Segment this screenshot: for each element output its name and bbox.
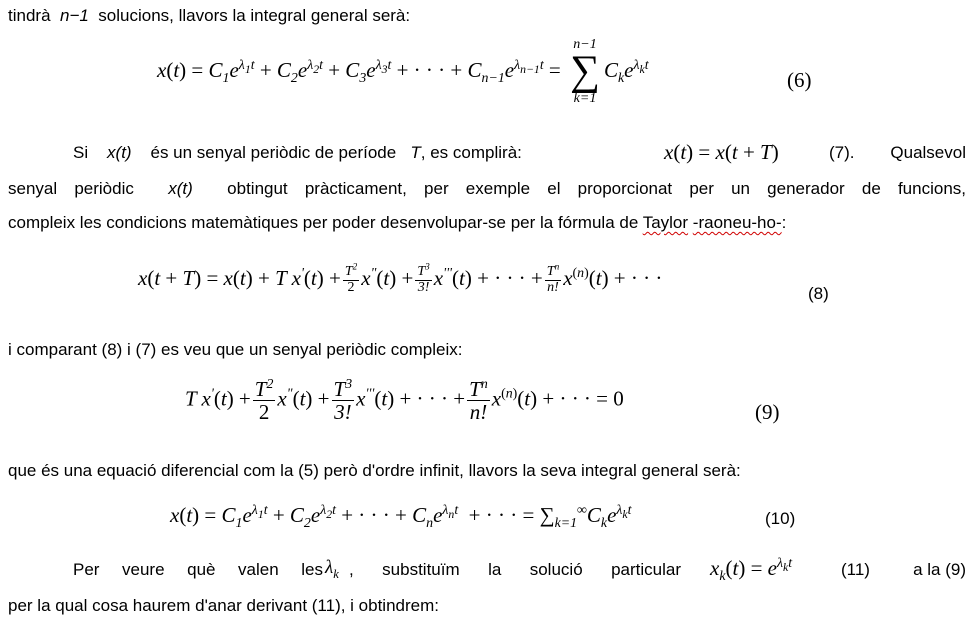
frac-t3-3: $\frac{T^3}{3!}$ (417, 261, 430, 295)
frac-t2-2: $\frac{T^2}{2}$ (344, 261, 358, 295)
text-compleix: compleix les condicions matemàtiques per poder desenvolupar-se per la fórmula de (8, 213, 639, 232)
var-xt: x(t) (107, 143, 132, 162)
var-xt-2: x(t) (168, 179, 193, 198)
frac-t3-3-eq9: $\frac{T^3}{3!}$ (333, 376, 353, 425)
frac-tn-n-eq9: $\frac{T^n}{n!}$ (469, 376, 488, 425)
paragraph-lambda-line-2: per la qual cosa haurem d'anar derivant (11), i obtindrem: (8, 596, 439, 615)
text-es-complira: , es complirà: (420, 143, 522, 162)
paragraph-comparing: i comparant (8) i (7) es veu que un senyal periòdic compleix: (8, 340, 463, 359)
paragraph-intro (8, 6, 410, 26)
equation-6: $x(t) = C_1e^{\lambda_1t} + C_2e^{\lambda_2t} + C_3e^{\lambda_3t}$ + · · · + $C_{n-1}e^{\lambda_{n-1}t}$ = n−1 ∑ k=1 $C_ke^{\lambda_kt}$ (157, 37, 649, 106)
text-substituim: , substituïm la solució particular (349, 560, 681, 579)
intro-text-b: solucions, llavors la integral general serà: (98, 6, 411, 25)
var-T: T (410, 143, 421, 162)
word-qualsevol: Qualsevol (890, 143, 966, 162)
word-raoneu-ho: -raoneu-ho- (692, 213, 782, 232)
equation-10: $x(t) = C_1e^{\lambda_1t} + C_2e^{\lambda_2t}$ + · · · + $C_ne^{\lambda_nt}$ + · · · = $\sum_{k=1}^\infty C_ke^{\lambda_kt}$ (170, 502, 632, 531)
paragraph-differential: que és una equació diferencial com la (5) però d'ordre infinit, llavors la seva integral general serà: (8, 461, 741, 480)
text-obtingut: obtingut pràcticament, per exemple el proporcionat per un generador de funcions, (227, 179, 966, 198)
equation-10-number: (10) (765, 509, 796, 528)
equation-8-number: (8) (808, 284, 829, 303)
lambda-subscript: k (333, 566, 339, 581)
ref-7: (7). (829, 143, 855, 162)
word-taylor: Taylor (642, 213, 689, 232)
colon: : (781, 213, 787, 232)
equation-6-number: (6) (787, 68, 812, 92)
paragraph-periodic-line-3 (8, 213, 786, 233)
frac-tn-n: $\frac{T^n}{n!}$ (546, 261, 560, 295)
equation-7: x(t) = x(t + T) (664, 140, 779, 164)
equation-9: T x'(t) + $\frac{T^2}{2}$ x"(t) + $\frac{T^3}{3!}$ x'''(t) + · · · + $\frac{T^n}{n!}$ $x^{(n)}(t)$ + · · · = 0 (185, 376, 624, 425)
equation-8: x(t + T) = x(t) + T x'(t) + $\frac{T^2}{2}$ x"(t) + $\frac{T^3}{3!}$ x'''(t) + · · · + $\frac{T^n}{n!}$ $x^{(n)}(t)$ + · · · (138, 261, 663, 295)
equation-7-ref (829, 143, 966, 163)
sum-operator: n−1 ∑ k=1 (570, 37, 600, 106)
frac-t2-2-eq9: $\frac{T^2}{2}$ (254, 376, 274, 425)
equation-9-number: (9) (755, 400, 780, 424)
intro-n-minus-1: n−1 (59, 6, 89, 25)
paragraph-periodic-line-2 (8, 179, 966, 199)
text-a-la-9: a la (9) (913, 560, 966, 579)
ref-11: (11) (841, 560, 870, 579)
lambda-symbol: λ (325, 557, 334, 578)
text-per-veure: Per veure què valen les (73, 560, 323, 579)
intro-text-a: tindrà (8, 6, 51, 25)
equation-11: $x_k(t) = e^{\lambda_kt}$ (710, 555, 793, 584)
word-si: Si (73, 143, 89, 162)
lambda-k (325, 557, 339, 579)
paragraph-periodic-line-1 (73, 143, 522, 163)
text-senyal-periodic: senyal periòdic (8, 179, 134, 198)
text-periodic-of-period: és un senyal periòdic de període (150, 143, 397, 162)
